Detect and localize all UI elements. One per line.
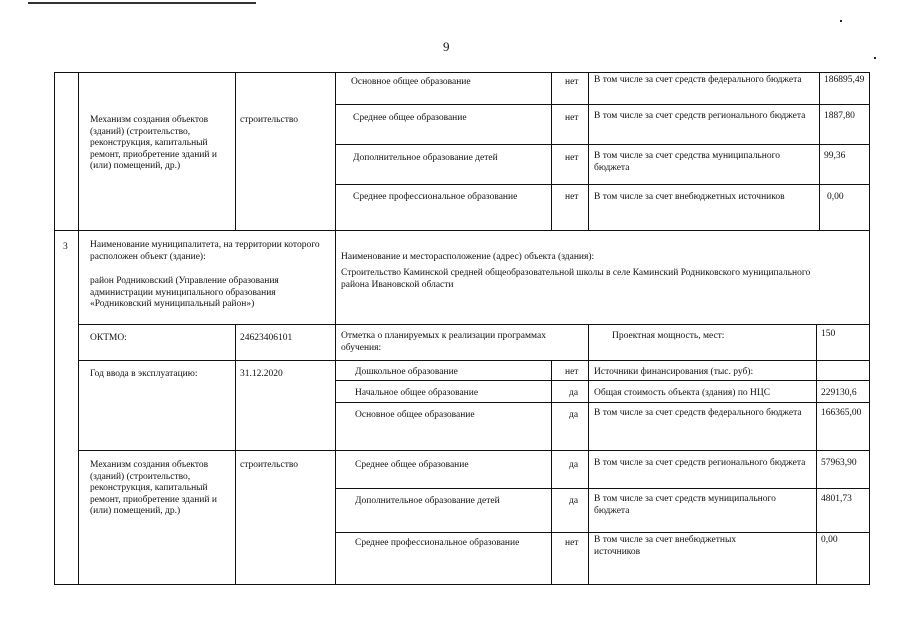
- table-rule: [54, 72, 870, 73]
- row-number: 3: [63, 242, 68, 252]
- program-name: Среднее общее образование: [353, 113, 467, 123]
- funding-label: В том числе за счет внебюджетных источников: [594, 535, 737, 557]
- table-rule: [335, 402, 870, 403]
- program-flag: нет: [565, 113, 579, 123]
- mechanism-value: строительство: [240, 460, 299, 470]
- table-rule: [78, 72, 79, 585]
- table-rule: [335, 488, 870, 489]
- table-rule: [869, 72, 870, 585]
- funding-value: 99,36: [824, 151, 846, 161]
- program-name: Основное общее образование: [355, 410, 475, 420]
- program-flag: да: [569, 496, 579, 506]
- funding-value: 4801,73: [821, 494, 852, 504]
- table-rule: [551, 360, 552, 585]
- table-rule: [335, 532, 870, 533]
- page-number: 9: [443, 39, 450, 54]
- program-name: Дополнительное образование детей: [355, 496, 500, 506]
- program-flag: нет: [565, 77, 579, 87]
- program-name: Среднее профессиональное образование: [355, 538, 520, 548]
- capacity-value: 150: [821, 329, 836, 339]
- program-name: Начальное общее образование: [355, 388, 479, 398]
- table-rule: [588, 324, 589, 585]
- table-rule: [335, 144, 870, 145]
- program-flag: да: [569, 410, 579, 420]
- funding-label: Общая стоимость объекта (здания) по НЦС: [594, 388, 771, 398]
- commission-label: Год ввода в эксплуатацию:: [90, 369, 198, 379]
- table-rule: [819, 72, 820, 230]
- funding-label: В том числе за счет средств федерального бюджета: [594, 408, 802, 418]
- table-rule: [335, 380, 870, 381]
- table-rule: [54, 584, 870, 585]
- table-rule: [335, 184, 870, 185]
- scan-edge-line: [28, 2, 256, 4]
- funding-label: В том числе за счет средств федерального бюджета: [594, 75, 802, 85]
- table-rule: [235, 324, 236, 585]
- table-rule: [54, 230, 870, 231]
- funding-value: 57963,90: [821, 458, 857, 468]
- programs-mark-label: Отметка о планируемых к реализации программах обучения:: [341, 331, 546, 353]
- funding-value: 186895,49: [824, 75, 865, 85]
- program-flag: нет: [565, 367, 579, 377]
- scan-speck: [840, 20, 842, 22]
- program-name: Среднее общее образование: [355, 460, 469, 470]
- program-name: Среднее профессиональное образование: [353, 192, 518, 202]
- funding-label: В том числе за счет средства муниципального бюджета: [594, 151, 781, 173]
- capacity-label: Проектная мощность, мест:: [612, 331, 725, 341]
- oktmo-label: ОКТМО:: [90, 333, 127, 343]
- table-rule: [54, 72, 55, 585]
- municipality-value: район Родниковский (Управление образования администрации муниципального образования «Родниковский муниципальный район»): [90, 276, 279, 309]
- mechanism-label: Механизм создания объектов (зданий) (строительство, реконструкция, капитальный ремонт, приобретение зданий и (или) помещений, др.): [90, 115, 217, 171]
- oktmo-value: 24623406101: [240, 333, 293, 343]
- table-rule: [588, 72, 589, 230]
- program-name: Дополнительное образование детей: [353, 153, 498, 163]
- funding-value: 0,00: [821, 535, 838, 545]
- scan-speck: [874, 57, 876, 59]
- sources-label: Источники финансирования (тыс. руб):: [594, 367, 754, 377]
- mechanism-label: Механизм создания объектов (зданий) (строительство, реконструкция, капитальный ремонт, приобретение зданий и (или) помещений, др.): [90, 460, 217, 516]
- commission-value: 31.12.2020: [240, 369, 283, 379]
- table-rule: [335, 72, 336, 585]
- program-flag: да: [569, 388, 579, 398]
- funding-label: В том числе за счет средств муниципального бюджета: [594, 494, 776, 516]
- funding-label: В том числе за счет внебюджетных источников: [594, 192, 785, 202]
- funding-value: 0,00: [827, 192, 844, 202]
- table-rule: [235, 72, 236, 230]
- funding-value: 229130,6: [821, 388, 857, 398]
- program-flag: да: [569, 460, 579, 470]
- program-flag: нет: [565, 153, 579, 163]
- table-rule: [78, 324, 870, 325]
- data-table: [54, 72, 870, 585]
- municipality-label: Наименование муниципалитета, на территории которого расположен объект (здание):: [90, 240, 320, 262]
- table-rule: [78, 450, 870, 451]
- table-rule: [335, 104, 870, 105]
- object-value: Строительство Каминской средней общеобразовательной школы в селе Каминский Родниковского муниципального района Ивановской области: [341, 268, 811, 290]
- table-rule: [816, 324, 817, 585]
- program-name: Основное общее образование: [351, 77, 471, 87]
- program-flag: нет: [565, 538, 579, 548]
- mechanism-value: строительство: [240, 115, 299, 125]
- funding-label: В том числе за счет средств регионального бюджета: [594, 111, 806, 121]
- table-rule: [78, 360, 870, 361]
- funding-label: В том числе за счет средств регионального бюджета: [594, 458, 806, 468]
- program-name: Дошкольное образование: [355, 367, 458, 377]
- object-label: Наименование и месторасположение (адрес) объекта (здания):: [341, 252, 595, 262]
- funding-value: 166365,00: [821, 408, 862, 418]
- table-rule: [551, 72, 552, 230]
- program-flag: нет: [565, 192, 579, 202]
- funding-value: 1887,80: [824, 111, 855, 121]
